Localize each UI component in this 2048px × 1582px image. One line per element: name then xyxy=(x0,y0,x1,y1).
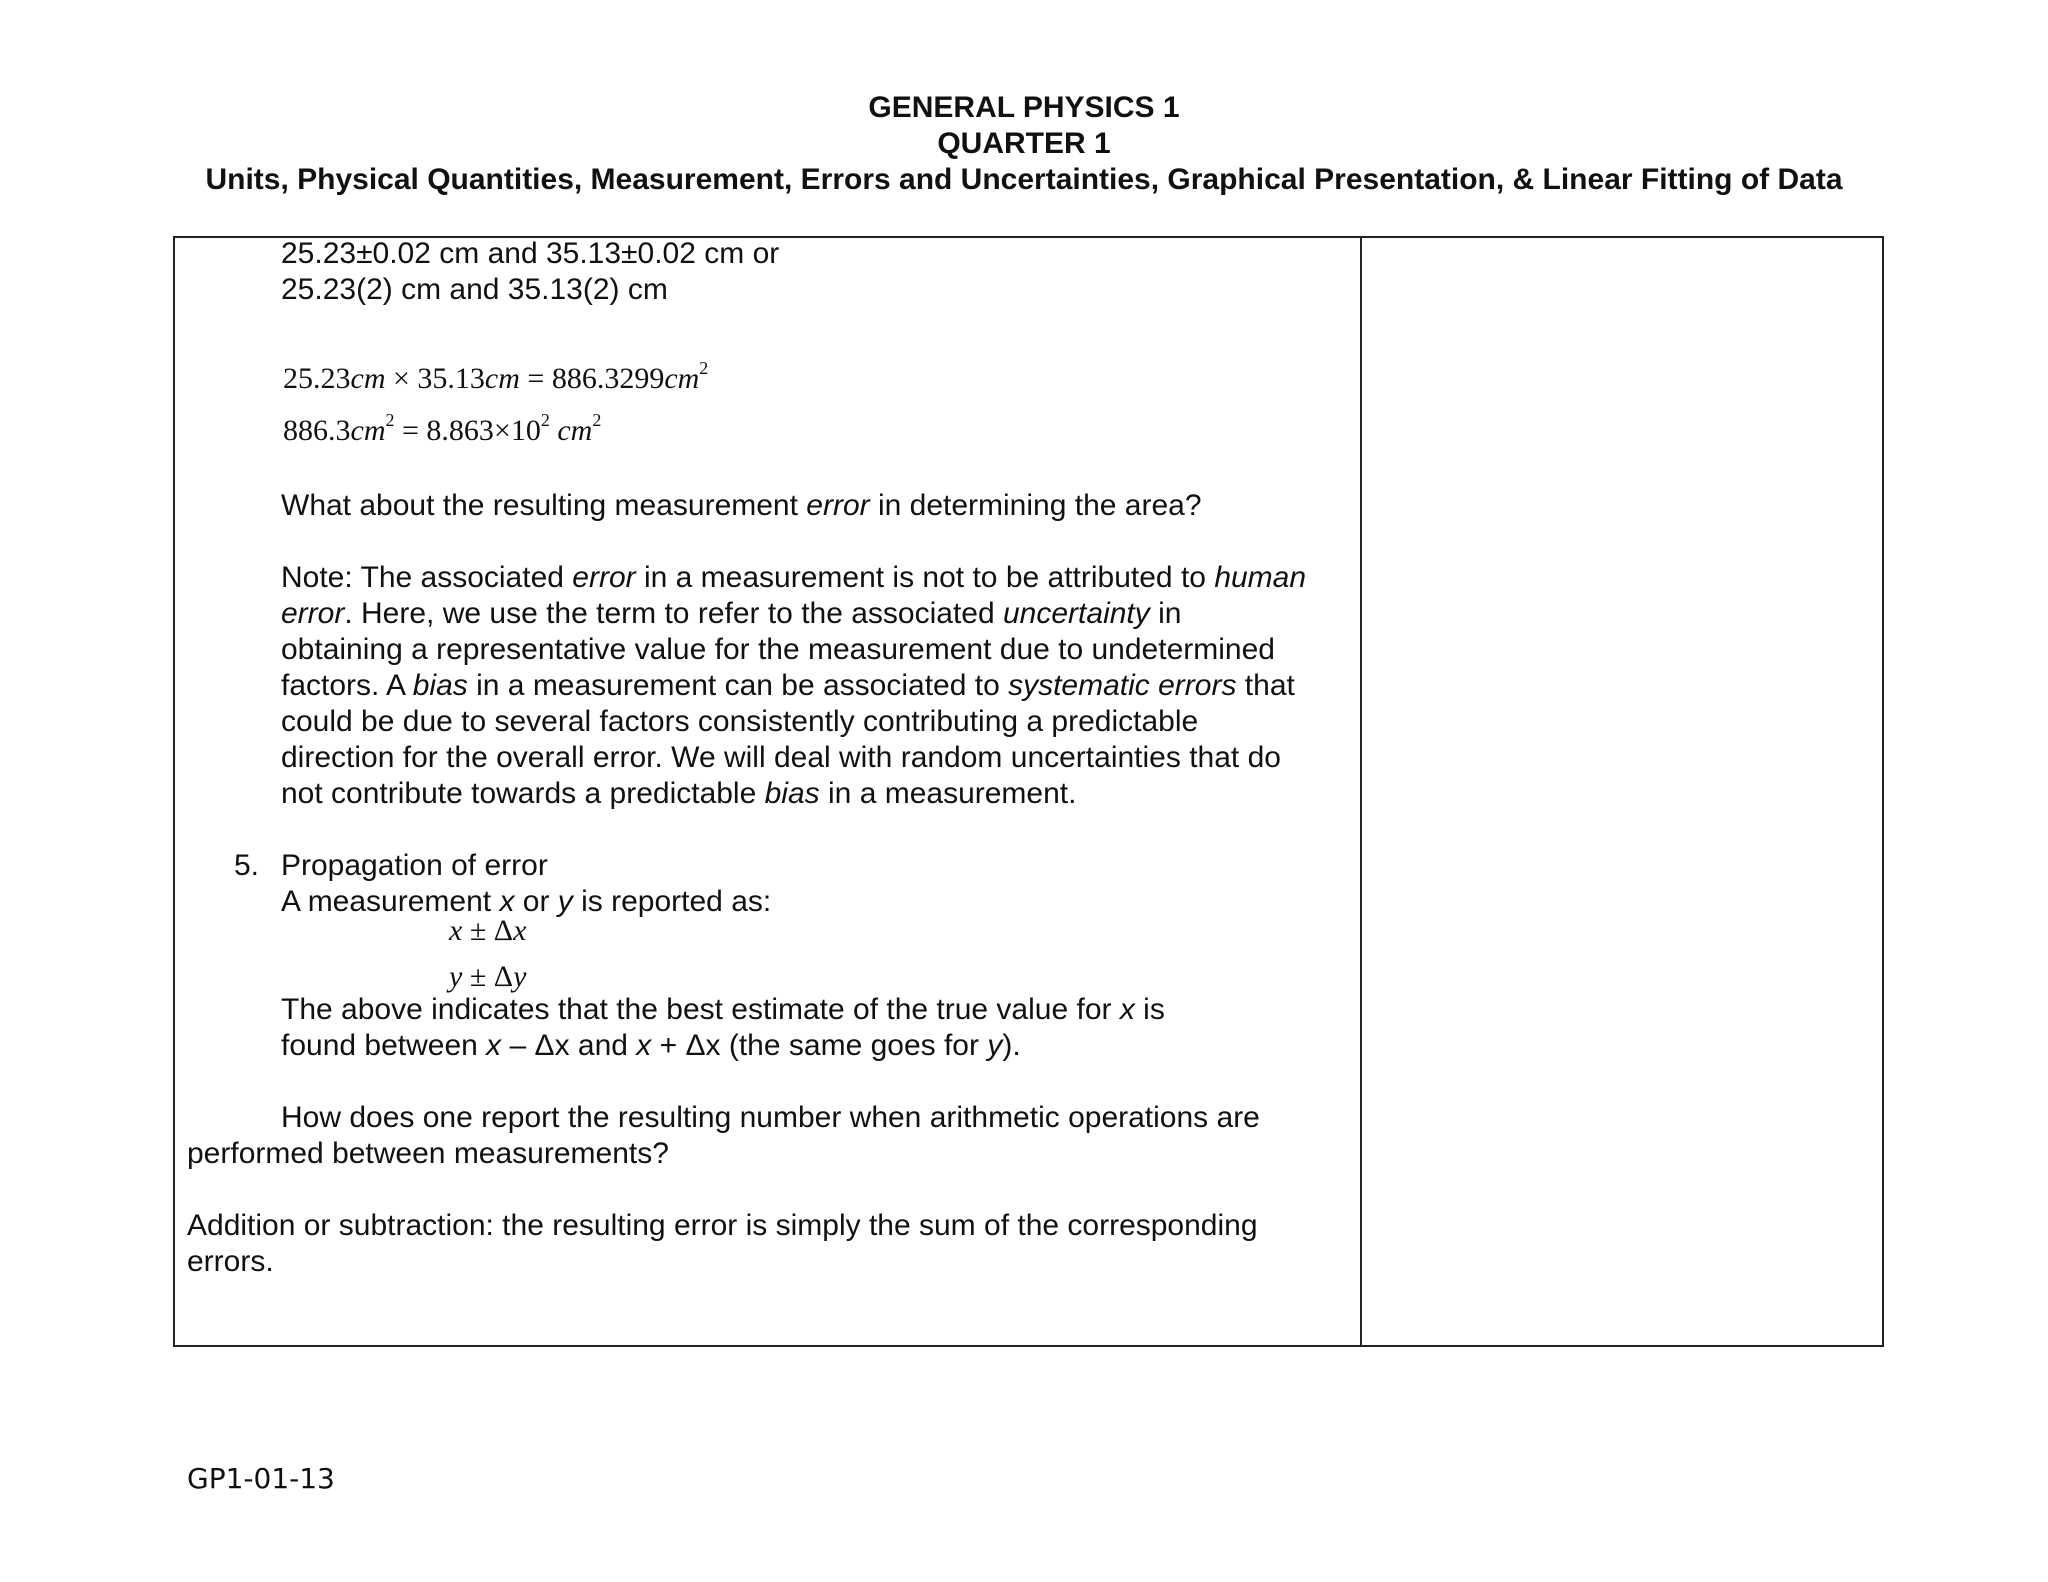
measurement-description: A measurement x or y is reported as: xyxy=(281,885,772,918)
eq2-unit-rhs: cm xyxy=(557,414,593,447)
note-line: factors. A bias in a measurement can be associated to systematic errors that xyxy=(281,669,1295,702)
note-line: error. Here, we use the term to refer to the associated uncertainty in xyxy=(281,597,1182,630)
addition-rule-line: errors. xyxy=(187,1245,274,1278)
addition-rule-line: Addition or subtraction: the resulting error is simply the sum of the corresponding xyxy=(187,1209,1258,1242)
eq2-unit: cm xyxy=(350,414,386,447)
eq2-times: × xyxy=(493,414,511,447)
parenthetical-notation-line: 25.23(2) cm and 35.13(2) cm xyxy=(281,273,668,306)
eq2-lhs: 886.3 xyxy=(283,414,351,447)
eq2-power: 2 xyxy=(540,410,550,430)
note-line: obtaining a representative value for the measurement due to undetermined xyxy=(281,633,1275,666)
page-header xyxy=(0,90,2048,198)
eq2-unit-rhs-exp: 2 xyxy=(592,410,602,430)
note-paragraph xyxy=(281,560,1361,812)
eq2-unit-exp: 2 xyxy=(385,410,395,430)
report-question-line: performed between measurements? xyxy=(187,1137,669,1170)
area-equation xyxy=(283,358,709,396)
report-question-line: How does one report the resulting number when arithmetic operations are xyxy=(281,1101,1260,1134)
eq1-unit-b: cm xyxy=(484,362,520,395)
propagation-heading: Propagation of error xyxy=(281,849,548,882)
eq1-exponent: 2 xyxy=(699,358,709,378)
area-error-question: What about the resulting measurement error in determining the area? xyxy=(281,489,1202,522)
eq1-result-unit: cm xyxy=(664,362,700,395)
eq1-factor-b: 35.13 xyxy=(417,362,485,395)
note-line: Note: The associated error in a measurement is not to be attributed to human xyxy=(281,561,1307,594)
list-item-number: 5. xyxy=(234,849,260,882)
topic-subtitle: Units, Physical Quantities, Measurement, Errors and Uncertainties, Graphical Presentation, & Linear Fitting of Data xyxy=(205,163,1843,196)
quarter-label: QUARTER 1 xyxy=(937,127,1111,160)
note-line: could be due to several factors consistently contributing a predictable xyxy=(281,705,1199,738)
range-line: found between x – Δx and x + Δx (the same goes for y). xyxy=(281,1029,1021,1062)
eq1-unit-a: cm xyxy=(350,362,386,395)
eq2-equals: = xyxy=(401,414,419,447)
course-title: GENERAL PHYSICS 1 xyxy=(868,91,1180,124)
y-uncertainty-expression: y ± Δy xyxy=(449,960,527,993)
x-uncertainty-expression: x ± Δx xyxy=(449,914,527,947)
eq1-equals: = xyxy=(527,362,545,395)
note-line: not contribute towards a predictable bias in a measurement. xyxy=(281,777,1077,810)
scientific-notation-equation xyxy=(283,410,602,448)
eq2-base: 10 xyxy=(510,414,541,447)
eq1-times: × xyxy=(392,362,410,395)
eq2-mantissa: 8.863 xyxy=(426,414,494,447)
page-code: GP1-01-13 xyxy=(187,1462,335,1495)
best-estimate-line: The above indicates that the best estimate of the true value for x is xyxy=(281,993,1165,1026)
note-line: direction for the overall error. We will deal with random uncertainties that do xyxy=(281,741,1281,774)
uncertainty-notation-line: 25.23±0.02 cm and 35.13±0.02 cm or xyxy=(281,237,780,270)
eq1-result: 886.3299 xyxy=(551,362,665,395)
eq1-factor-a: 25.23 xyxy=(283,362,351,395)
